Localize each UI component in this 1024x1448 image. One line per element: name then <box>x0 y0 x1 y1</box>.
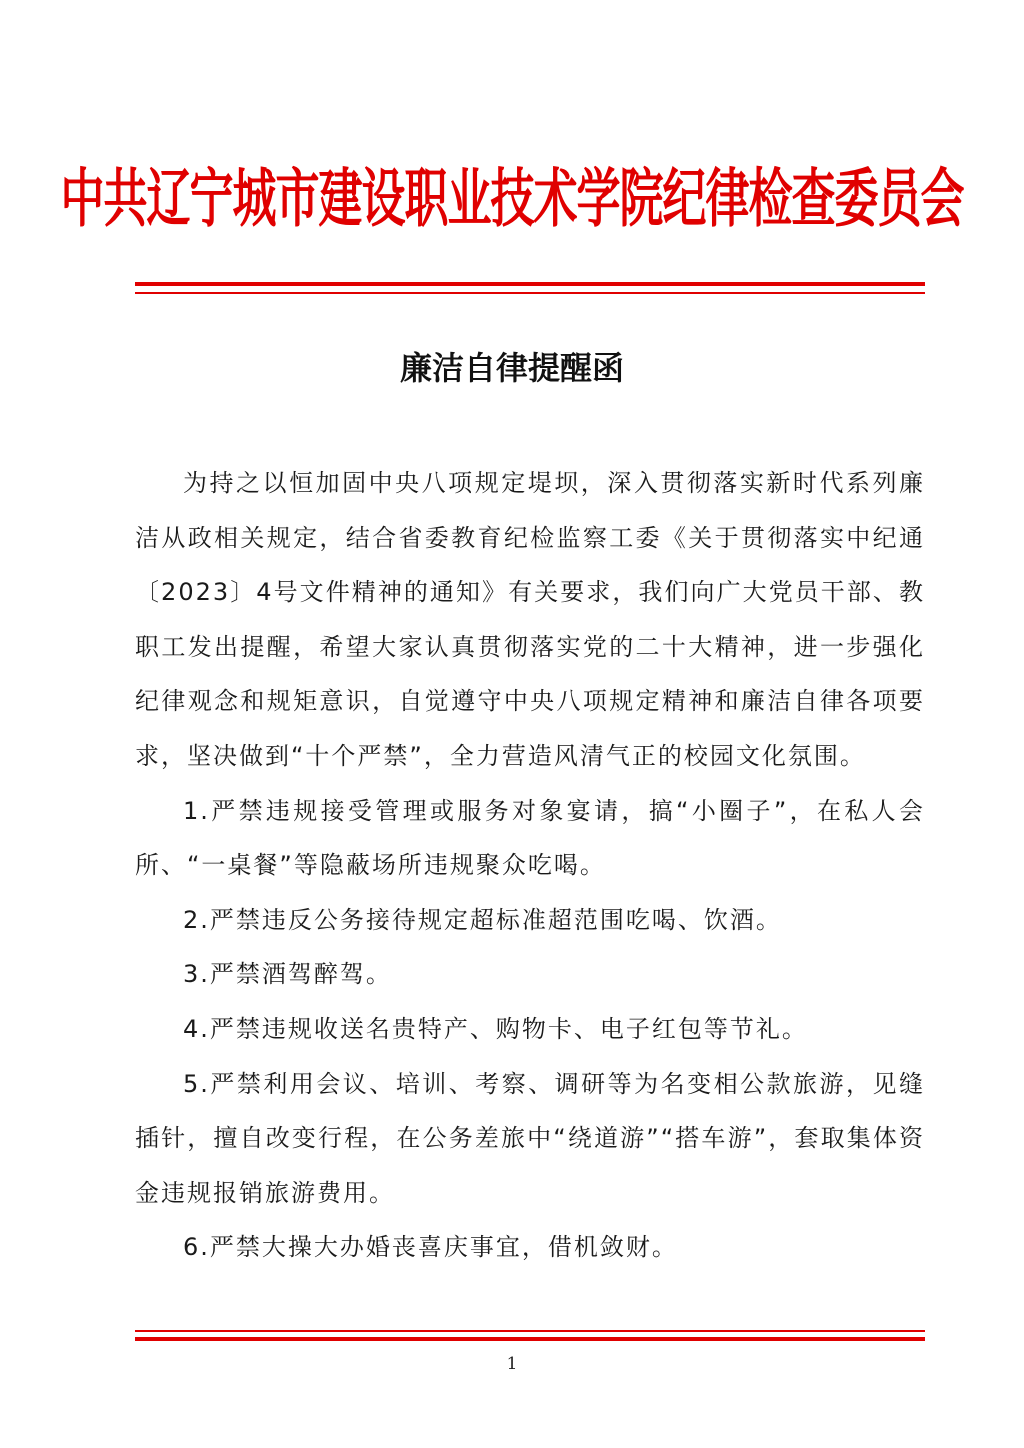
footer-divider-thick <box>135 1337 925 1341</box>
page-number: 1 <box>506 1354 518 1374</box>
footer-divider-thin <box>135 1330 925 1332</box>
header-divider-thick <box>135 282 925 286</box>
letterhead-title <box>0 160 1024 240</box>
rule-item-6: 6.严禁大操大办婚丧喜庆事宜，借机敛财。 <box>183 1233 678 1262</box>
rule-item-5: 5.严禁利用会议、培训、考察、调研等为名变相公款旅游，见缝插针，擅自改变行程，在公务差旅中“绕道游”“搭车游”，套取集体资金违规报销旅游费用。 <box>135 1069 925 1207</box>
intro-paragraph: 为持之以恒加固中央八项规定堤坝，深入贯彻落实新时代系列廉洁从政相关规定，结合省委教育纪检监察工委《关于贯彻落实中纪通〔2023〕4号文件精神的通知》有关要求，我们向广大党员干部、教职工发出提醒，希望大家认真贯彻落实党的二十大精神，进一步强化纪律观念和规矩意识，自觉遵守中央八项规定精神和廉洁自律各项要求，坚决做到“十个严禁”，全力营造风清气正的校园文化氛围。 <box>135 469 925 770</box>
rule-item-1: 1.严禁违规接受管理或服务对象宴请，搞“小圈子”，在私人会所、“一桌餐”等隐蔽场所违规聚众吃喝。 <box>135 796 925 880</box>
rule-item-3: 3.严禁酒驾醉驾。 <box>183 960 392 989</box>
letterhead-org-name: 中共辽宁城市建设职业技术学院纪律检查委员会 <box>60 162 964 237</box>
rule-item-4: 4.严禁违规收送名贵特产、购物卡、电子红包等节礼。 <box>183 1014 808 1043</box>
rule-item-2: 2.严禁违反公务接待规定超标准超范围吃喝、饮酒。 <box>183 905 782 934</box>
document-title: 廉洁自律提醒函 <box>399 349 624 387</box>
header-divider-thin <box>135 292 925 294</box>
document-body <box>135 456 925 1275</box>
